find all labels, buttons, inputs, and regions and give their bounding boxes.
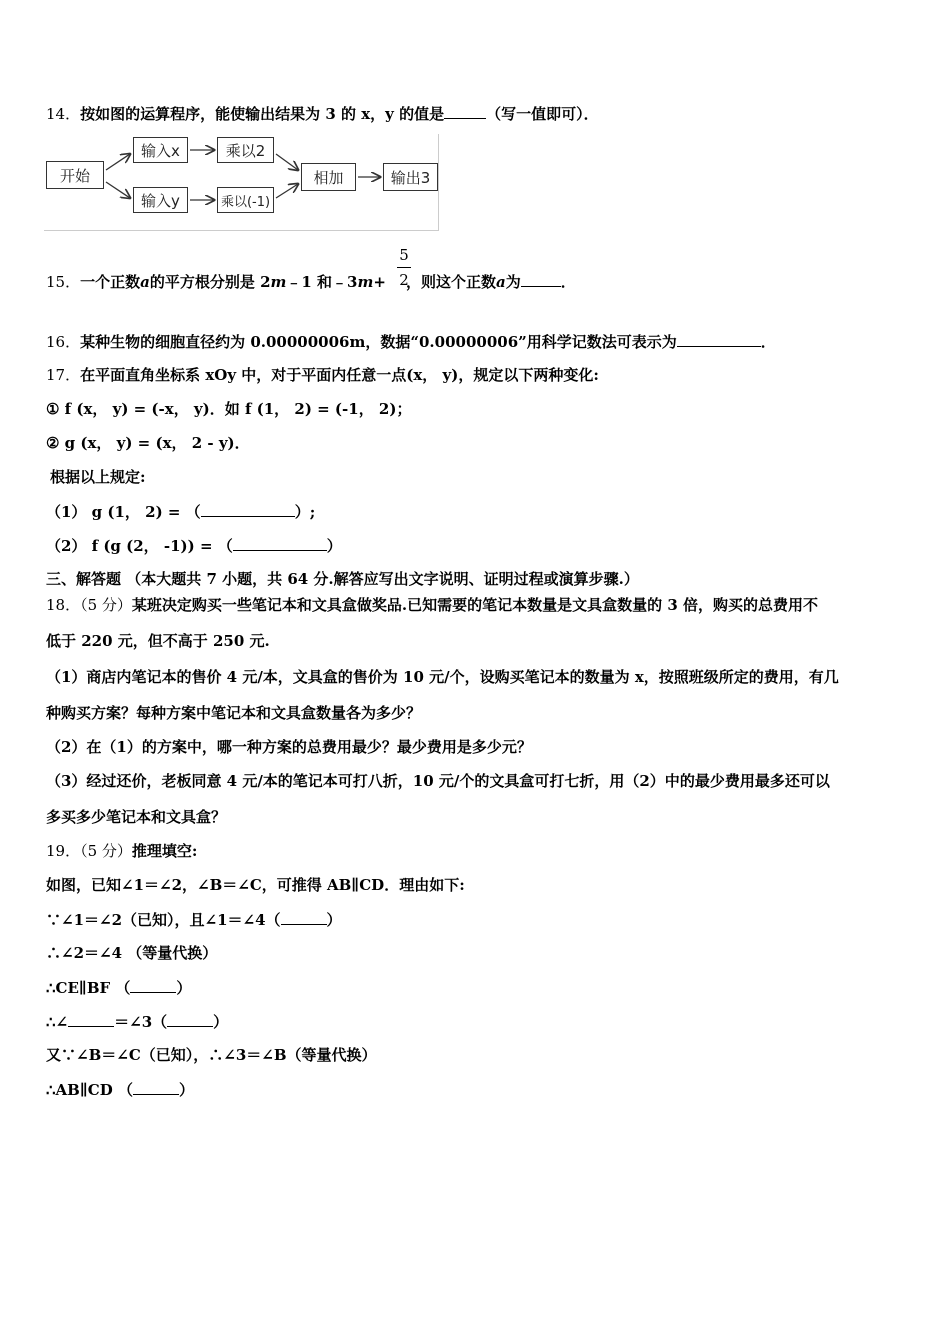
q17-part2 [46, 536, 342, 555]
flow-times-2-box: 乘以2 [217, 137, 274, 163]
q15-var-a2: a [495, 273, 506, 291]
q15-text-b: 的平方根分别是 2 [149, 273, 271, 291]
arrow-timesneg1-to-add [276, 184, 298, 198]
q17-part2-blank[interactable] [233, 536, 327, 551]
q19-number: 19． [46, 842, 81, 860]
q19-step1 [46, 910, 342, 929]
q19-step4-a: ∴∠ [46, 1013, 69, 1031]
q17-rule1: ① f (x， y) = (-x， y)．如 f (1， 2) = (-1， 2)； [46, 400, 412, 418]
q17-part1-blank[interactable] [201, 502, 295, 517]
q15-frac-den: 2 [399, 271, 409, 289]
flow-start-box: 开始 [46, 161, 104, 189]
q15-text-a: 一个正数 [80, 273, 141, 291]
q17-part1-a: （1） g (1， 2) = （ [46, 503, 201, 521]
q14-text-a: 按如图的运算程序，能使输出结果为 3 的 x，y 的值是 [80, 105, 445, 123]
q14-line [46, 104, 599, 123]
q18-line2: 低于 220 元，但不高于 250 元. [46, 632, 270, 650]
q17-number: 17． [46, 366, 81, 384]
arrow-times2-to-add [276, 154, 298, 170]
q19-score: （5 分） [80, 842, 132, 860]
q19-step4-blank2[interactable] [167, 1012, 213, 1027]
q19-step4-b: ＝∠3（ [114, 1013, 168, 1031]
q15-fraction [396, 246, 412, 289]
q16-blank[interactable] [677, 332, 761, 347]
arrow-start-to-x [106, 154, 130, 170]
q19-step2: ∴∠2＝∠4 （等量代换） [46, 944, 218, 962]
flow-times-neg1-box: 乘以(-1) [217, 187, 274, 213]
q19-given: 如图，已知∠1＝∠2，∠B＝∠C，可推得 AB∥CD．理由如下: [46, 876, 465, 894]
q19-step3-b: ） [176, 979, 192, 997]
q19-title: 推理填空: [131, 842, 198, 860]
q19-step6-a: ∴AB∥CD （ [46, 1081, 133, 1099]
q16-line [46, 332, 776, 351]
q18-part2: （2）在（1）的方案中，哪一种方案的总费用最少？最少费用是多少元？ [46, 738, 532, 756]
q17-part1-b: ）; [294, 503, 316, 521]
q17-part2-b: ） [326, 537, 342, 555]
flow-output-box: 输出3 [383, 163, 438, 191]
q17-part1 [46, 502, 315, 521]
q17-intro: 在平面直角坐标系 xOy 中，对于平面内任意一点(x， y)，规定以下两种变化: [80, 366, 599, 384]
q15-var-a: a [140, 273, 150, 291]
q15-number: 15． [46, 273, 81, 291]
q19-step1-blank[interactable] [281, 910, 327, 925]
section-heading: 三、解答题 （本大题共 7 小题，共 64 分.解答应写出文字说明、证明过程或演算步骤.） [46, 570, 639, 588]
q16-text-b: ． [760, 333, 776, 351]
q15-frac-bar [397, 267, 411, 268]
q15-text-d: + [373, 273, 386, 291]
q14-blank[interactable] [444, 104, 486, 119]
q19-step3-blank[interactable] [130, 978, 176, 993]
q15-blank[interactable] [521, 272, 561, 287]
q15-text-g: ． [560, 273, 576, 291]
q18-text-line1: 某班决定购买一些笔记本和文具盒做奖品.已知需要的笔记本数量是文具盒数量的 3 倍，购买的总费用不 [131, 596, 819, 614]
q19-title-line [46, 842, 197, 860]
q15-line [46, 272, 576, 291]
q15-text-e: ，则这个正数 [405, 273, 496, 291]
flowchart [44, 134, 440, 232]
q18-part3-line1: （3）经过还价，老板同意 4 元/本的笔记本可打八折，10 元/个的文具盒可打七折，用（2）中的最少费用最多还可以 [46, 772, 830, 790]
q19-step3-a: ∴CE∥BF （ [46, 979, 131, 997]
q18-part3-line2: 多买多少笔记本和文具盒？ [46, 808, 227, 826]
q19-step6-b: ） [178, 1081, 194, 1099]
q16-number: 16． [46, 333, 81, 351]
q19-step4 [46, 1012, 228, 1031]
q16-text-a: 某种生物的细胞直径约为 0.00000006m，数据“0.00000006”用科学记数法可表示为 [80, 333, 677, 351]
q17-intro-line [46, 366, 599, 384]
q19-step6 [46, 1080, 194, 1099]
q15-text-f: 为 [505, 273, 521, 291]
flow-input-x-box: 输入x [133, 137, 188, 163]
flow-add-box: 相加 [301, 163, 356, 191]
q19-step1-b: ） [326, 911, 342, 929]
q17-basis: 根据以上规定: [50, 468, 146, 486]
q15-frac-num: 5 [399, 246, 409, 264]
q18-line1 [46, 596, 818, 614]
q18-number: 18． [46, 596, 81, 614]
flow-input-y-box: 输入y [133, 187, 188, 213]
q19-step6-blank[interactable] [133, 1080, 179, 1095]
q19-step3 [46, 978, 191, 997]
q15-text-c: ﹣1 和﹣3 [286, 273, 358, 291]
q19-step4-c: ） [213, 1013, 229, 1031]
q18-score: （5 分） [80, 596, 132, 614]
q18-part1-line1: （1）商店内笔记本的售价 4 元/本，文具盒的售价为 10 元/个，设购买笔记本的数量为 x，按照班级所定的费用，有几 [46, 668, 839, 686]
q14-number: 14． [46, 105, 81, 123]
q17-rule2: ② g (x， y) = (x， 2 - y)． [46, 434, 250, 452]
q19-step1-a: ∵∠1＝∠2（已知），且∠1＝∠4（ [46, 911, 281, 929]
arrow-start-to-y [106, 182, 130, 198]
q14-text-b: （写一值即可）． [486, 105, 599, 123]
q18-part1-line2: 种购买方案？每种方案中笔记本和文具盒数量各为多少？ [46, 704, 422, 722]
q19-step4-blank1[interactable] [68, 1012, 114, 1027]
q19-step5: 又∵∠B＝∠C（已知），∴∠3＝∠B（等量代换） [46, 1046, 377, 1064]
q15-var-m1: m [270, 273, 287, 291]
q17-part2-a: （2） f (g (2， -1)) = （ [46, 537, 233, 555]
q15-var-m2: m [357, 273, 374, 291]
